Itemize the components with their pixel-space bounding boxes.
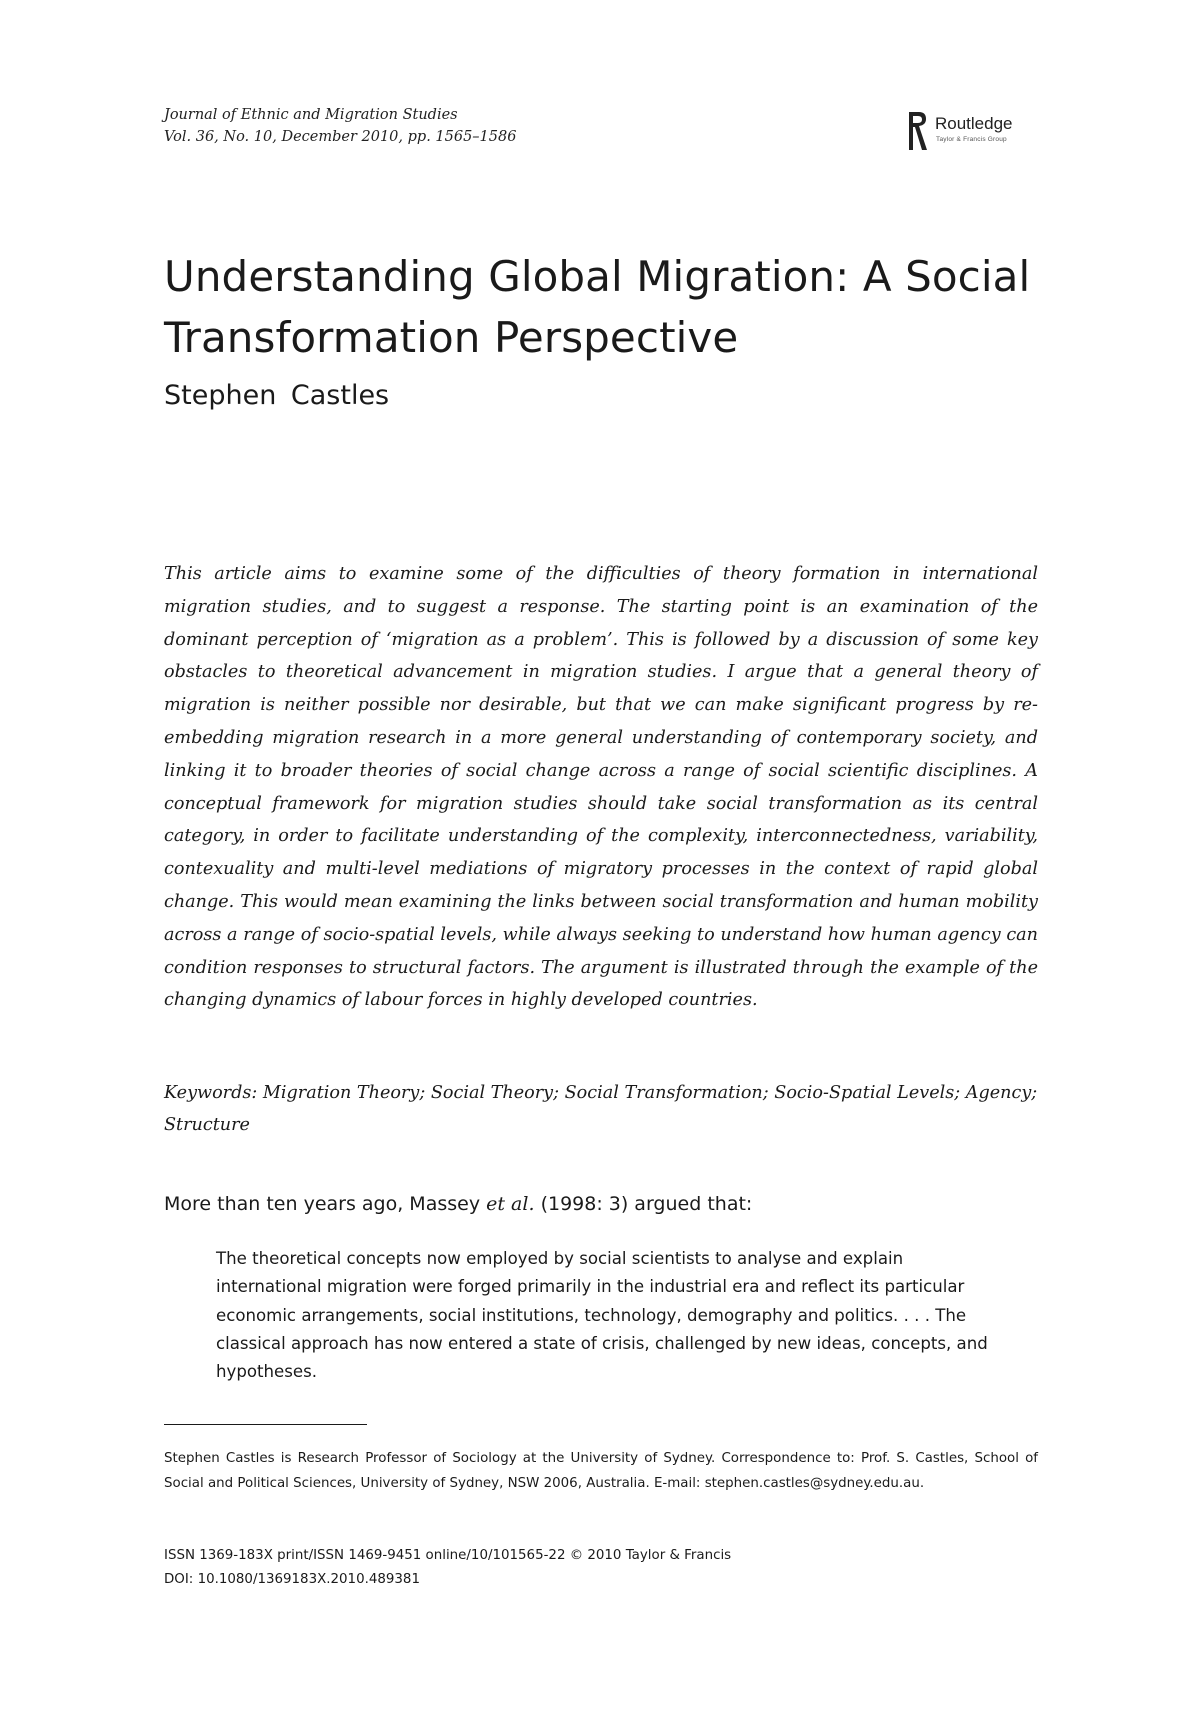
- journal-name: Journal of Ethnic and Migration Studies: [164, 107, 458, 123]
- issn-line: ISSN 1369-183X print/ISSN 1469-9451 online/10/101565-22 © 2010 Taylor & Francis: [164, 1548, 732, 1563]
- author-footnote: Stephen Castles is Research Professor of Sociology at the University of Sydney. Correspondence to: Prof. S. Castles, School of Social and Political Sciences, University of Sydney, NSW 2006, Australia. E-mail: stephen.castles@sydney.edu.au.: [164, 1451, 1038, 1491]
- block-quote: The theoretical concepts now employed by social scientists to analyse and explain international migration were forged primarily in the industrial era and reflect its particular economic arrangements, social institutions, technology, demography and politics. . . . The classical approach has now entered a state of crisis, challenged by new ideas, concepts, and hypotheses.: [216, 1249, 988, 1382]
- intro-text-after: (1998: 3) argued that:: [540, 1193, 753, 1215]
- intro-paragraph: [164, 1190, 752, 1218]
- doi-line: DOI: 10.1080/1369183X.2010.489381: [164, 1572, 420, 1587]
- abstract: This article aims to examine some of the difficulties of theory formation in international migration studies, and to suggest a response. The starting point is an examination of the dominant perception of ‘migration as a problem’. This is followed by a discussion of some key obstacles to theoretical advancement in migration studies. I argue that a general theory of migration is neither possible nor desirable, but that we can make significant progress by re-embedding migration research in a more general understanding of contemporary society, and linking it to broader theories of social change across a range of social scientific disciplines. A conceptual framework for migration studies should take social transformation as its central category, in order to facilitate understanding of the complexity, interconnectedness, variability, contexuality and multi-level mediations of migratory processes in the context of rapid global change. This would mean examining the links between social transformation and human mobility across a range of socio-spatial levels, while always seeking to understand how human agency can condition responses to structural factors. The argument is illustrated through the example of the changing dynamics of labour forces in highly developed countries.: [164, 564, 1038, 1011]
- footnote-divider: [164, 1424, 367, 1425]
- journal-volume: Vol. 36, No. 10, December 2010, pp. 1565–1586: [164, 129, 517, 145]
- author-name: Stephen Castles: [164, 380, 390, 411]
- keywords: Keywords: Migration Theory; Social Theory; Social Transformation; Socio-Spatial Levels; Agency; Structure: [164, 1083, 1038, 1135]
- publisher-name: Routledge: [935, 114, 1013, 133]
- publisher-subtitle: Taylor & Francis Group: [936, 136, 1007, 143]
- routledge-r-icon: [906, 110, 930, 152]
- publication-info: [164, 1544, 731, 1592]
- intro-text-before: More than ten years ago, Massey: [164, 1193, 481, 1215]
- intro-et-al: et al.: [486, 1193, 535, 1215]
- article-title: Understanding Global Migration: A Social Transformation Perspective: [164, 252, 1031, 362]
- journal-info: [164, 104, 516, 148]
- publisher-logo: [906, 110, 1046, 154]
